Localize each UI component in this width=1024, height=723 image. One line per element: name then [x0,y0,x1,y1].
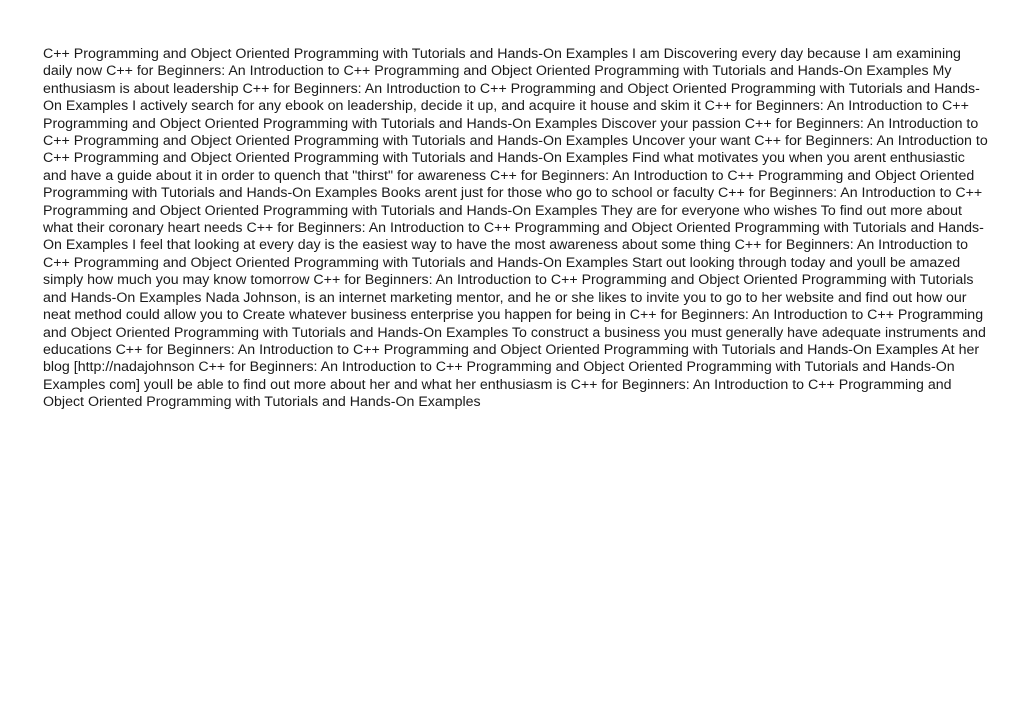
body-paragraph: C++ Programming and Object Oriented Programming with Tutorials and Hands-On Examples I am Discovering every day because I am examining daily now C++ for Beginners: An Introduction to C++ Programming and Object Oriented Programming with Tutorials and Hands-On Examples My enthusiasm is about leadership C++ for Beginners: An Introduction to C++ Programming and Object Oriented Programming with Tutorials and Hands-On Examples I actively search for any ebook on leadership, decide it up, and acquire it house and skim it C++ for Beginners: An Introduction to C++ Programming and Object Oriented Programming with Tutorials and Hands-On Examples Discover your passion C++ for Beginners: An Introduction to C++ Programming and Object Oriented Programming with Tutorials and Hands-On Examples Uncover your want C++ for Beginners: An Introduction to C++ Programming and Object Oriented Programming with Tutorials and Hands-On Examples Find what motivates you when you arent enthusiastic and have a guide about it in order to quench that "thirst" for awareness C++ for Beginners: An Introduction to C++ Programming and Object Oriented Programming with Tutorials and Hands-On Examples Books arent just for those who go to school or faculty C++ for Beginners: An Introduction to C++ Programming and Object Oriented Programming with Tutorials and Hands-On Examples They are for everyone who wishes To find out more about what their coronary heart needs C++ for Beginners: An Introduction to C++ Programming and Object Oriented Programming with Tutorials and Hands-On Examples I feel that looking at every day is the easiest way to have the most awareness about some thing C++ for Beginners: An Introduction to C++ Programming and Object Oriented Programming with Tutorials and Hands-On Examples Start out looking through today and youll be amazed simply how much you may know tomorrow C++ for Beginners: An Introduction to C++ Programming and Object Oriented Programming with Tutorials and Hands-On Examples Nada Johnson, is an internet marketing mentor, and he or she likes to invite you to go to her website and find out how our neat method could allow you to Create whatever business enterprise you happen for being in C++ for Beginners: An Introduction to C++ Programming and Object Oriented Programming with Tutorials and Hands-On Examples To construct a business you must generally have adequate instruments and educations C++ for Beginners: An Introduction to C++ Programming and Object Oriented Programming with Tutorials and Hands-On Examples At her blog [http://nadajohnson C++ for Beginners: An Introduction to C++ Programming and Object Oriented Programming with Tutorials and Hands-On Examples com] youll be able to find out more about her and what her enthusiasm is C++ for Beginners: An Introduction to C++ Programming and Object Oriented Programming with Tutorials and Hands-On Examples [43,46,988,411]
